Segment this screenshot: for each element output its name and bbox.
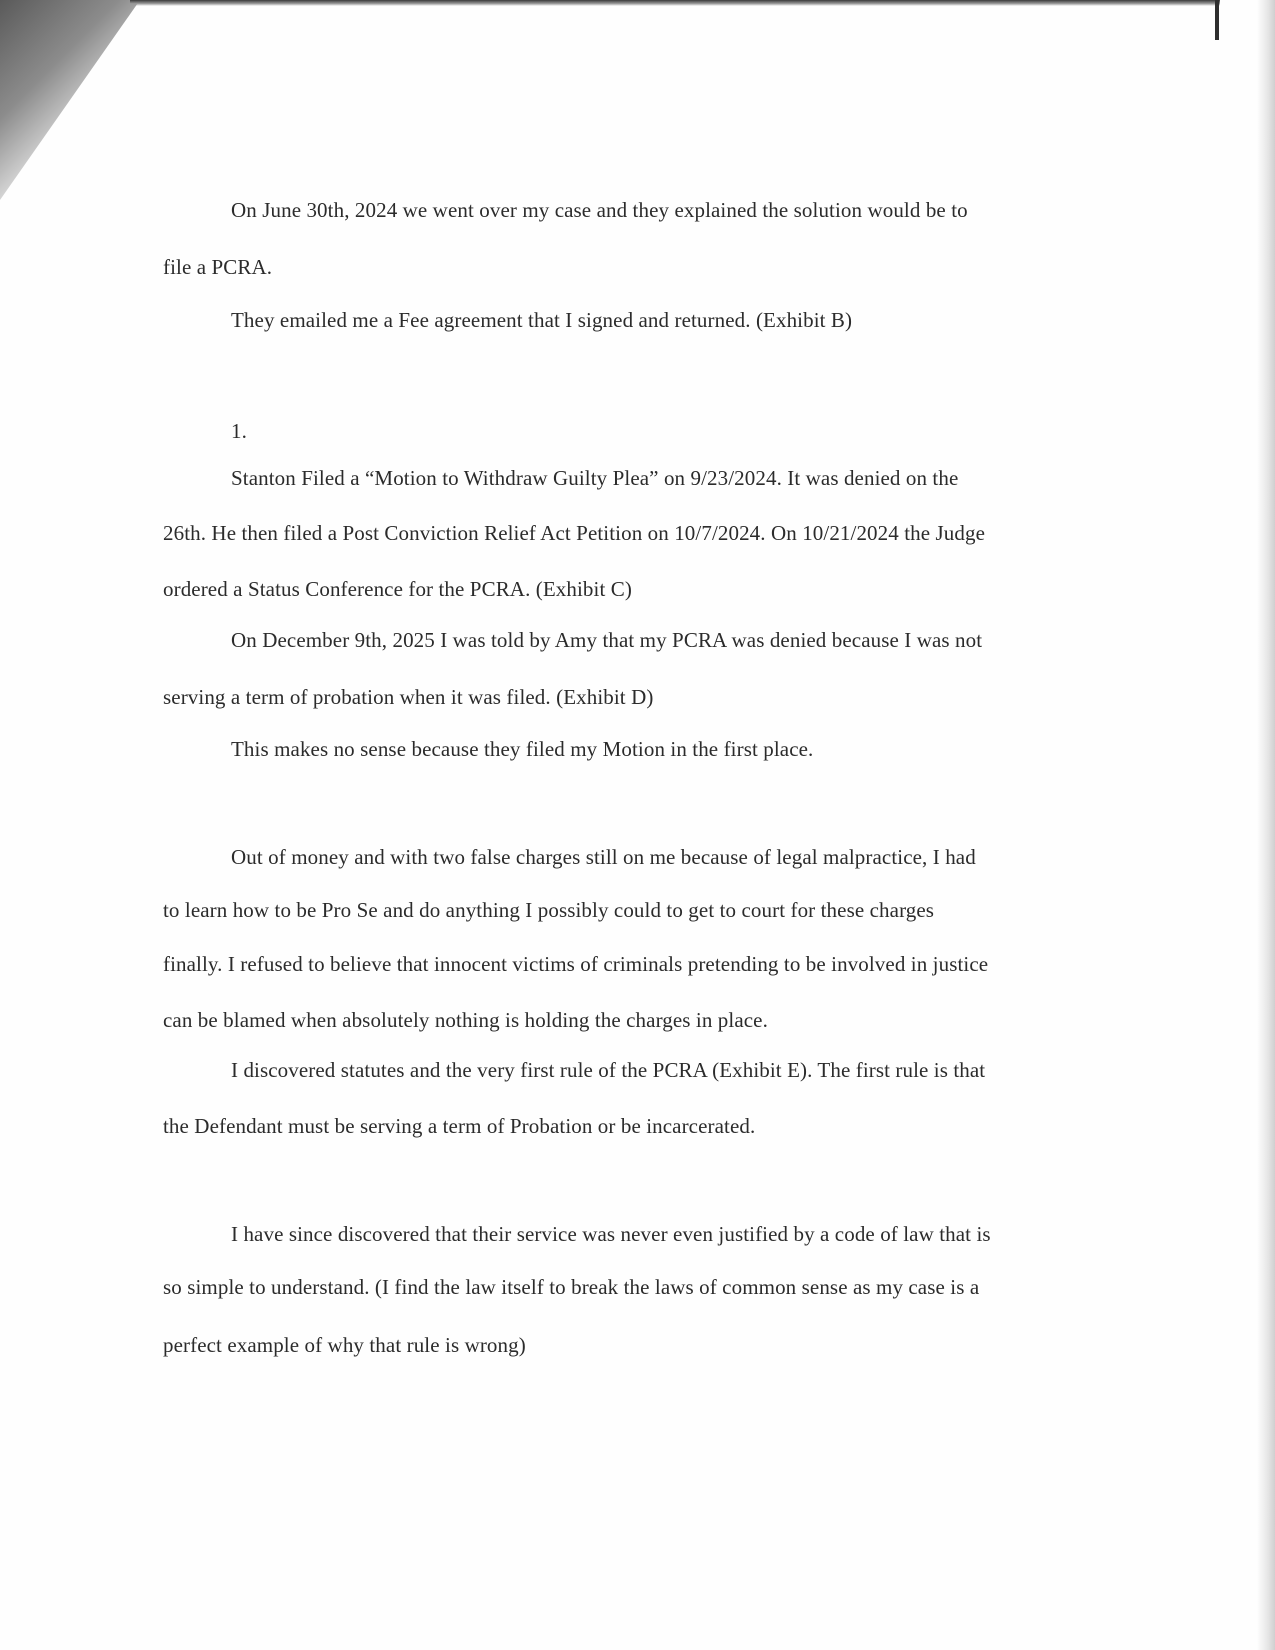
document-line: file a PCRA. <box>163 255 273 279</box>
document-line: perfect example of why that rule is wrong) <box>163 1333 526 1357</box>
document-line: ordered a Status Conference for the PCRA. (Exhibit C) <box>163 577 632 601</box>
scan-top-edge <box>130 0 1220 6</box>
document-line: They emailed me a Fee agreement that I signed and returned. (Exhibit B) <box>231 308 853 332</box>
list-number: 1. <box>231 419 247 443</box>
scan-edge-mark <box>1215 0 1219 40</box>
document-line: 26th. He then filed a Post Conviction Relief Act Petition on 10/7/2024. On 10/21/2024 the Judge <box>163 521 986 545</box>
document-line: the Defendant must be serving a term of Probation or be incarcerated. <box>163 1114 756 1138</box>
document-line: Stanton Filed a “Motion to Withdraw Guilty Plea” on 9/23/2024. It was denied on the <box>231 466 959 490</box>
scan-corner-shadow <box>0 0 140 200</box>
document-line: to learn how to be Pro Se and do anything I possibly could to get to court for these charges <box>163 898 935 922</box>
document-line: This makes no sense because they filed my Motion in the first place. <box>231 737 814 761</box>
document-line: serving a term of probation when it was filed. (Exhibit D) <box>163 685 654 709</box>
document-line: so simple to understand. (I find the law itself to break the laws of common sense as my case is a <box>163 1275 980 1299</box>
document-line: On December 9th, 2025 I was told by Amy that my PCRA was denied because I was not <box>231 628 983 652</box>
document-line: I have since discovered that their service was never even justified by a code of law that is <box>231 1222 991 1246</box>
document-line: finally. I refused to believe that innocent victims of criminals pretending to be involved in justice <box>163 952 989 976</box>
scan-right-edge <box>1257 0 1275 1650</box>
document-line: can be blamed when absolutely nothing is holding the charges in place. <box>163 1008 768 1032</box>
document-line: Out of money and with two false charges still on me because of legal malpractice, I had <box>231 845 976 869</box>
document-line: I discovered statutes and the very first rule of the PCRA (Exhibit E). The first rule is that <box>231 1058 986 1082</box>
document-line: On June 30th, 2024 we went over my case and they explained the solution would be to <box>231 198 968 222</box>
